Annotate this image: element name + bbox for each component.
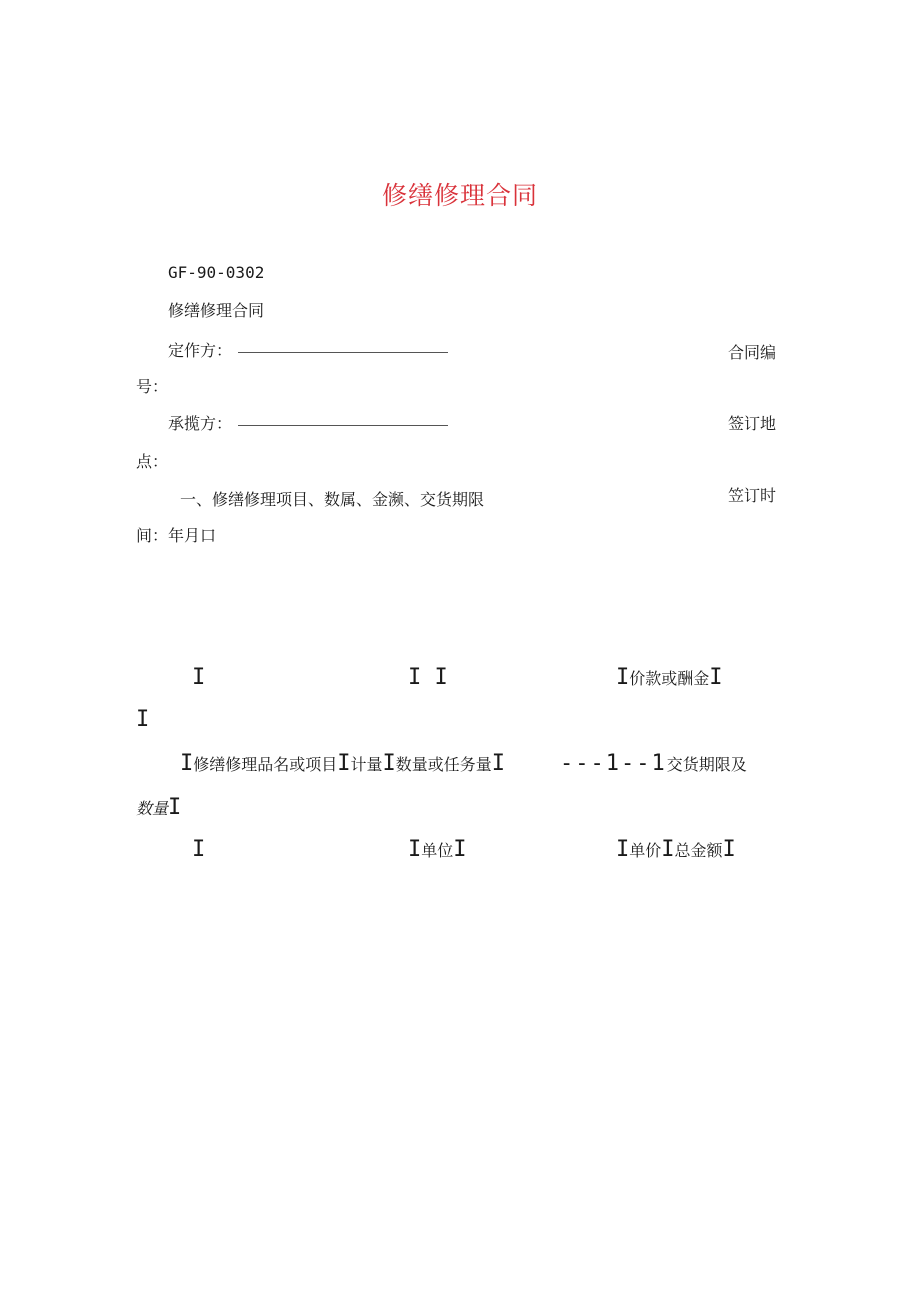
table-bar: I <box>192 837 206 862</box>
table-bar: I <box>661 837 675 862</box>
item-name-header: 修缮修理品名或项目 <box>193 755 338 774</box>
table-bar: I <box>453 837 467 862</box>
delivery-header: 交货期限及 <box>666 755 747 774</box>
table-bar: I <box>616 665 630 690</box>
unit-cell <box>408 838 467 862</box>
sign-time-label: 笠订时 <box>728 486 777 505</box>
price-header: 价款或酬金 <box>629 669 710 688</box>
party-a-label: 定作方： <box>168 341 233 360</box>
table-bar: I <box>491 751 506 776</box>
party-a-row <box>168 341 448 361</box>
qty-label: 数量 <box>136 799 169 818</box>
qty-label-row <box>136 796 181 820</box>
table-bar: I <box>192 665 206 690</box>
price-cells <box>616 838 736 862</box>
table-bar: I <box>168 795 182 820</box>
contract-no-label: 合同编 <box>728 343 777 362</box>
table-bar: I <box>722 837 736 862</box>
table-bar: I <box>616 837 630 862</box>
sign-place-label-cont: 点： <box>136 452 169 471</box>
party-b-blank[interactable] <box>238 424 448 426</box>
party-b-row <box>168 414 448 434</box>
table-bar: I <box>382 751 396 776</box>
qty-task-header: 数量或任务量 <box>395 755 492 774</box>
dash-separator: ---1 <box>560 751 621 776</box>
table-bar: I <box>180 751 194 776</box>
table-bar: I <box>337 751 351 776</box>
contract-no-label-cont: 号： <box>136 377 169 396</box>
dashes-group <box>560 752 747 776</box>
total-header: 总金额 <box>674 841 723 860</box>
sign-place-label: 签订地 <box>728 414 777 433</box>
party-a-blank[interactable] <box>238 351 448 353</box>
sign-time-label-cont: 间：年月口 <box>136 526 217 545</box>
measure-header: 计量 <box>350 755 383 774</box>
contract-subtitle: 修缮修理合同 <box>168 301 265 320</box>
dash-separator: --1 <box>620 751 667 776</box>
item-header-row <box>180 752 505 776</box>
section-1-heading: 一、修缮修理项目、数属、金濒、交货期限 <box>180 490 485 509</box>
unit-price-header: 单价 <box>629 841 662 860</box>
contract-code: GF-90-0302 <box>168 263 265 282</box>
unit-header: 单位 <box>421 841 454 860</box>
table-bar: I <box>709 665 723 690</box>
party-b-label: 承揽方： <box>168 414 233 433</box>
table-bar: I <box>408 837 422 862</box>
table-bar: I <box>136 707 150 732</box>
price-header-cell <box>616 666 723 690</box>
table-bar: I I <box>408 665 448 690</box>
document-title: 修缮修理合同 <box>381 181 538 210</box>
